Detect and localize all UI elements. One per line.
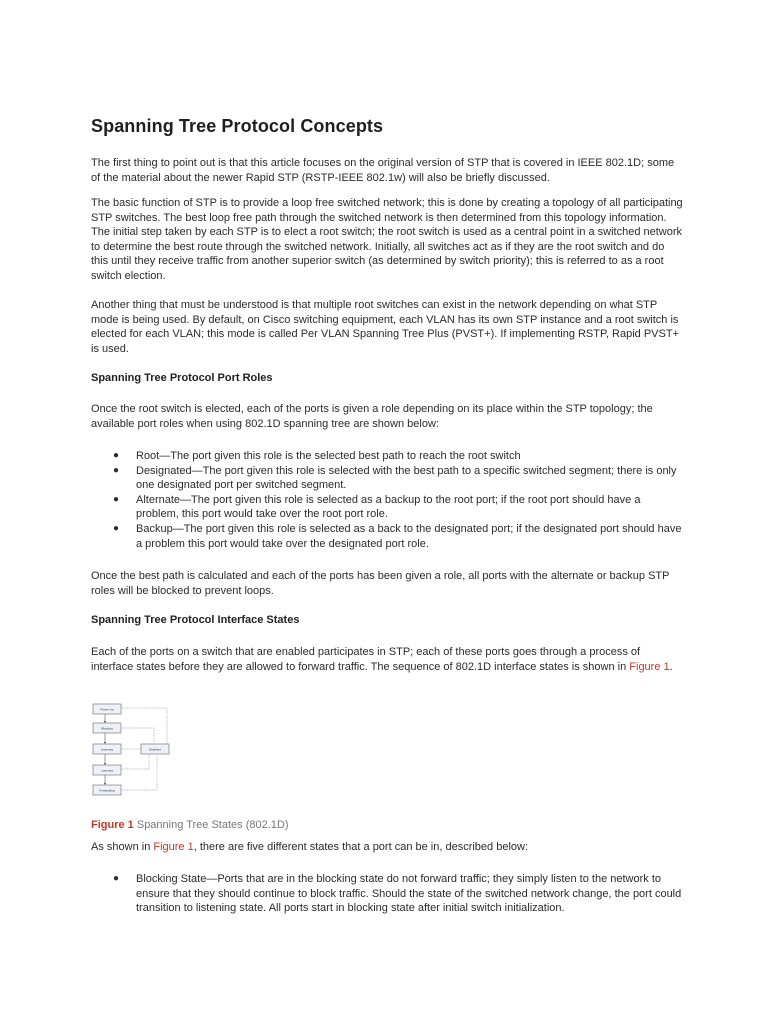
port-roles-list bbox=[91, 449, 683, 551]
list-item: ● Blocking State—Ports that are in the blocking state do not forward traffic; they simply listen to the network to ensure that they should continue to block traffic. Should the state of the switched network change, the port could transition to listening state. All ports start in blocking state after initial switch initialization. bbox=[113, 873, 682, 915]
interface-states-list bbox=[91, 872, 683, 916]
subheading-interface-states: Spanning Tree Protocol Interface States bbox=[91, 614, 300, 626]
paragraph-blocked-roles: Once the best path is calculated and each of the ports has been given a role, all ports with the alternate or backup STP roles will be blocked to prevent loops. bbox=[91, 570, 670, 597]
diagram-box-learning bbox=[93, 765, 121, 775]
paragraph-basic-function: The basic function of STP is to provide a loop free switched network; this is done by creating a topology of all participating STP switches. The best loop free path through the switched network is then determined from this topology information. The initial step taken by each STP is to elect a root switch; the root switch is used as a central point in a switched network to determine the best route through the switched network. Initially, all switches act as if they are the root switch and do this until they receive traffic from another superior switch (as determined by switch priority); this is referred to as a root switch election. bbox=[91, 197, 683, 282]
figure-caption: Figure 1 Spanning Tree States (802.1D) bbox=[91, 819, 289, 831]
bullet-icon: ● bbox=[113, 450, 120, 461]
bullet-icon: ● bbox=[113, 493, 120, 505]
diagram-box-power-up bbox=[93, 704, 121, 714]
diagram-box-forwarding bbox=[93, 785, 121, 795]
paragraph-intro: The first thing to point out is that this article focuses on the original version of STP that is covered in IEEE 802.1D; some of the material about the newer Rapid STP (RSTP-IEEE 802.1w) will also be briefly discussed. bbox=[91, 157, 675, 184]
figure-1-link[interactable]: Figure 1 bbox=[153, 841, 194, 853]
list-item: ● Alternate—The port given this role is selected as a backup to the root port; if the root port should have a problem, this port would take over the root port role. bbox=[113, 493, 641, 521]
bullet-icon: ● bbox=[113, 522, 120, 534]
stp-states-diagram bbox=[91, 700, 171, 800]
paragraph-five-states: As shown in Figure 1, there are five different states that a port can be in, described below: bbox=[91, 841, 529, 853]
diagram-box-listening bbox=[93, 744, 121, 754]
page-title: Spanning Tree Protocol Concepts bbox=[91, 116, 384, 136]
figure-label: Figure 1 bbox=[91, 819, 134, 831]
svg-text:Power Up: Power Up bbox=[100, 707, 114, 712]
list-item: ● Root—The port given this role is the selected best path to reach the root switch bbox=[113, 450, 521, 462]
paragraph-port-roles-intro: Once the root switch is elected, each of the ports is given a role depending on its place within the STP topology; the available port roles when using 802.1D spanning tree are shown below: bbox=[91, 403, 653, 430]
bullet-icon: ● bbox=[113, 873, 120, 884]
list-item: ● Designated—The port given this role is selected with the best path to a specific switched segment; there is only one designated port per switched segment. bbox=[113, 464, 677, 492]
svg-text:Forwarding: Forwarding bbox=[99, 788, 115, 793]
diagram-box-disabled bbox=[141, 744, 169, 754]
figure-1-link[interactable]: Figure 1 bbox=[629, 660, 670, 673]
diagram-box-blocking bbox=[93, 723, 121, 733]
subheading-port-roles: Spanning Tree Protocol Port Roles bbox=[91, 372, 273, 384]
svg-text:Learning: Learning bbox=[101, 768, 113, 773]
paragraph-root-switches: Another thing that must be understood is that multiple root switches can exist in the network depending on what STP mode is being used. By default, on Cisco switching equipment, each VLAN has its own STP instance and a root switch is elected for each VLAN; this mode is called Per VLAN Spanning Tree Plus (PVST+). If implementing RSTP, Rapid PVST+ is used. bbox=[91, 299, 679, 355]
svg-text:Listening: Listening bbox=[100, 747, 114, 752]
bullet-icon: ● bbox=[113, 464, 120, 476]
paragraph-interface-states: Each of the ports on a switch that are enabled participates in STP; each of these ports goes through a process of interface states before they are allowed to forward traffic. The sequence of 802.1D interface states is shown in Figure 1. bbox=[91, 646, 673, 673]
list-item: ● Backup—The port given this role is selected as a back to the designated port; if the designated port should have a problem this port would take over the designated port role. bbox=[113, 522, 682, 550]
svg-text:Disabled: Disabled bbox=[149, 747, 161, 752]
svg-text:Blocking: Blocking bbox=[101, 726, 113, 731]
